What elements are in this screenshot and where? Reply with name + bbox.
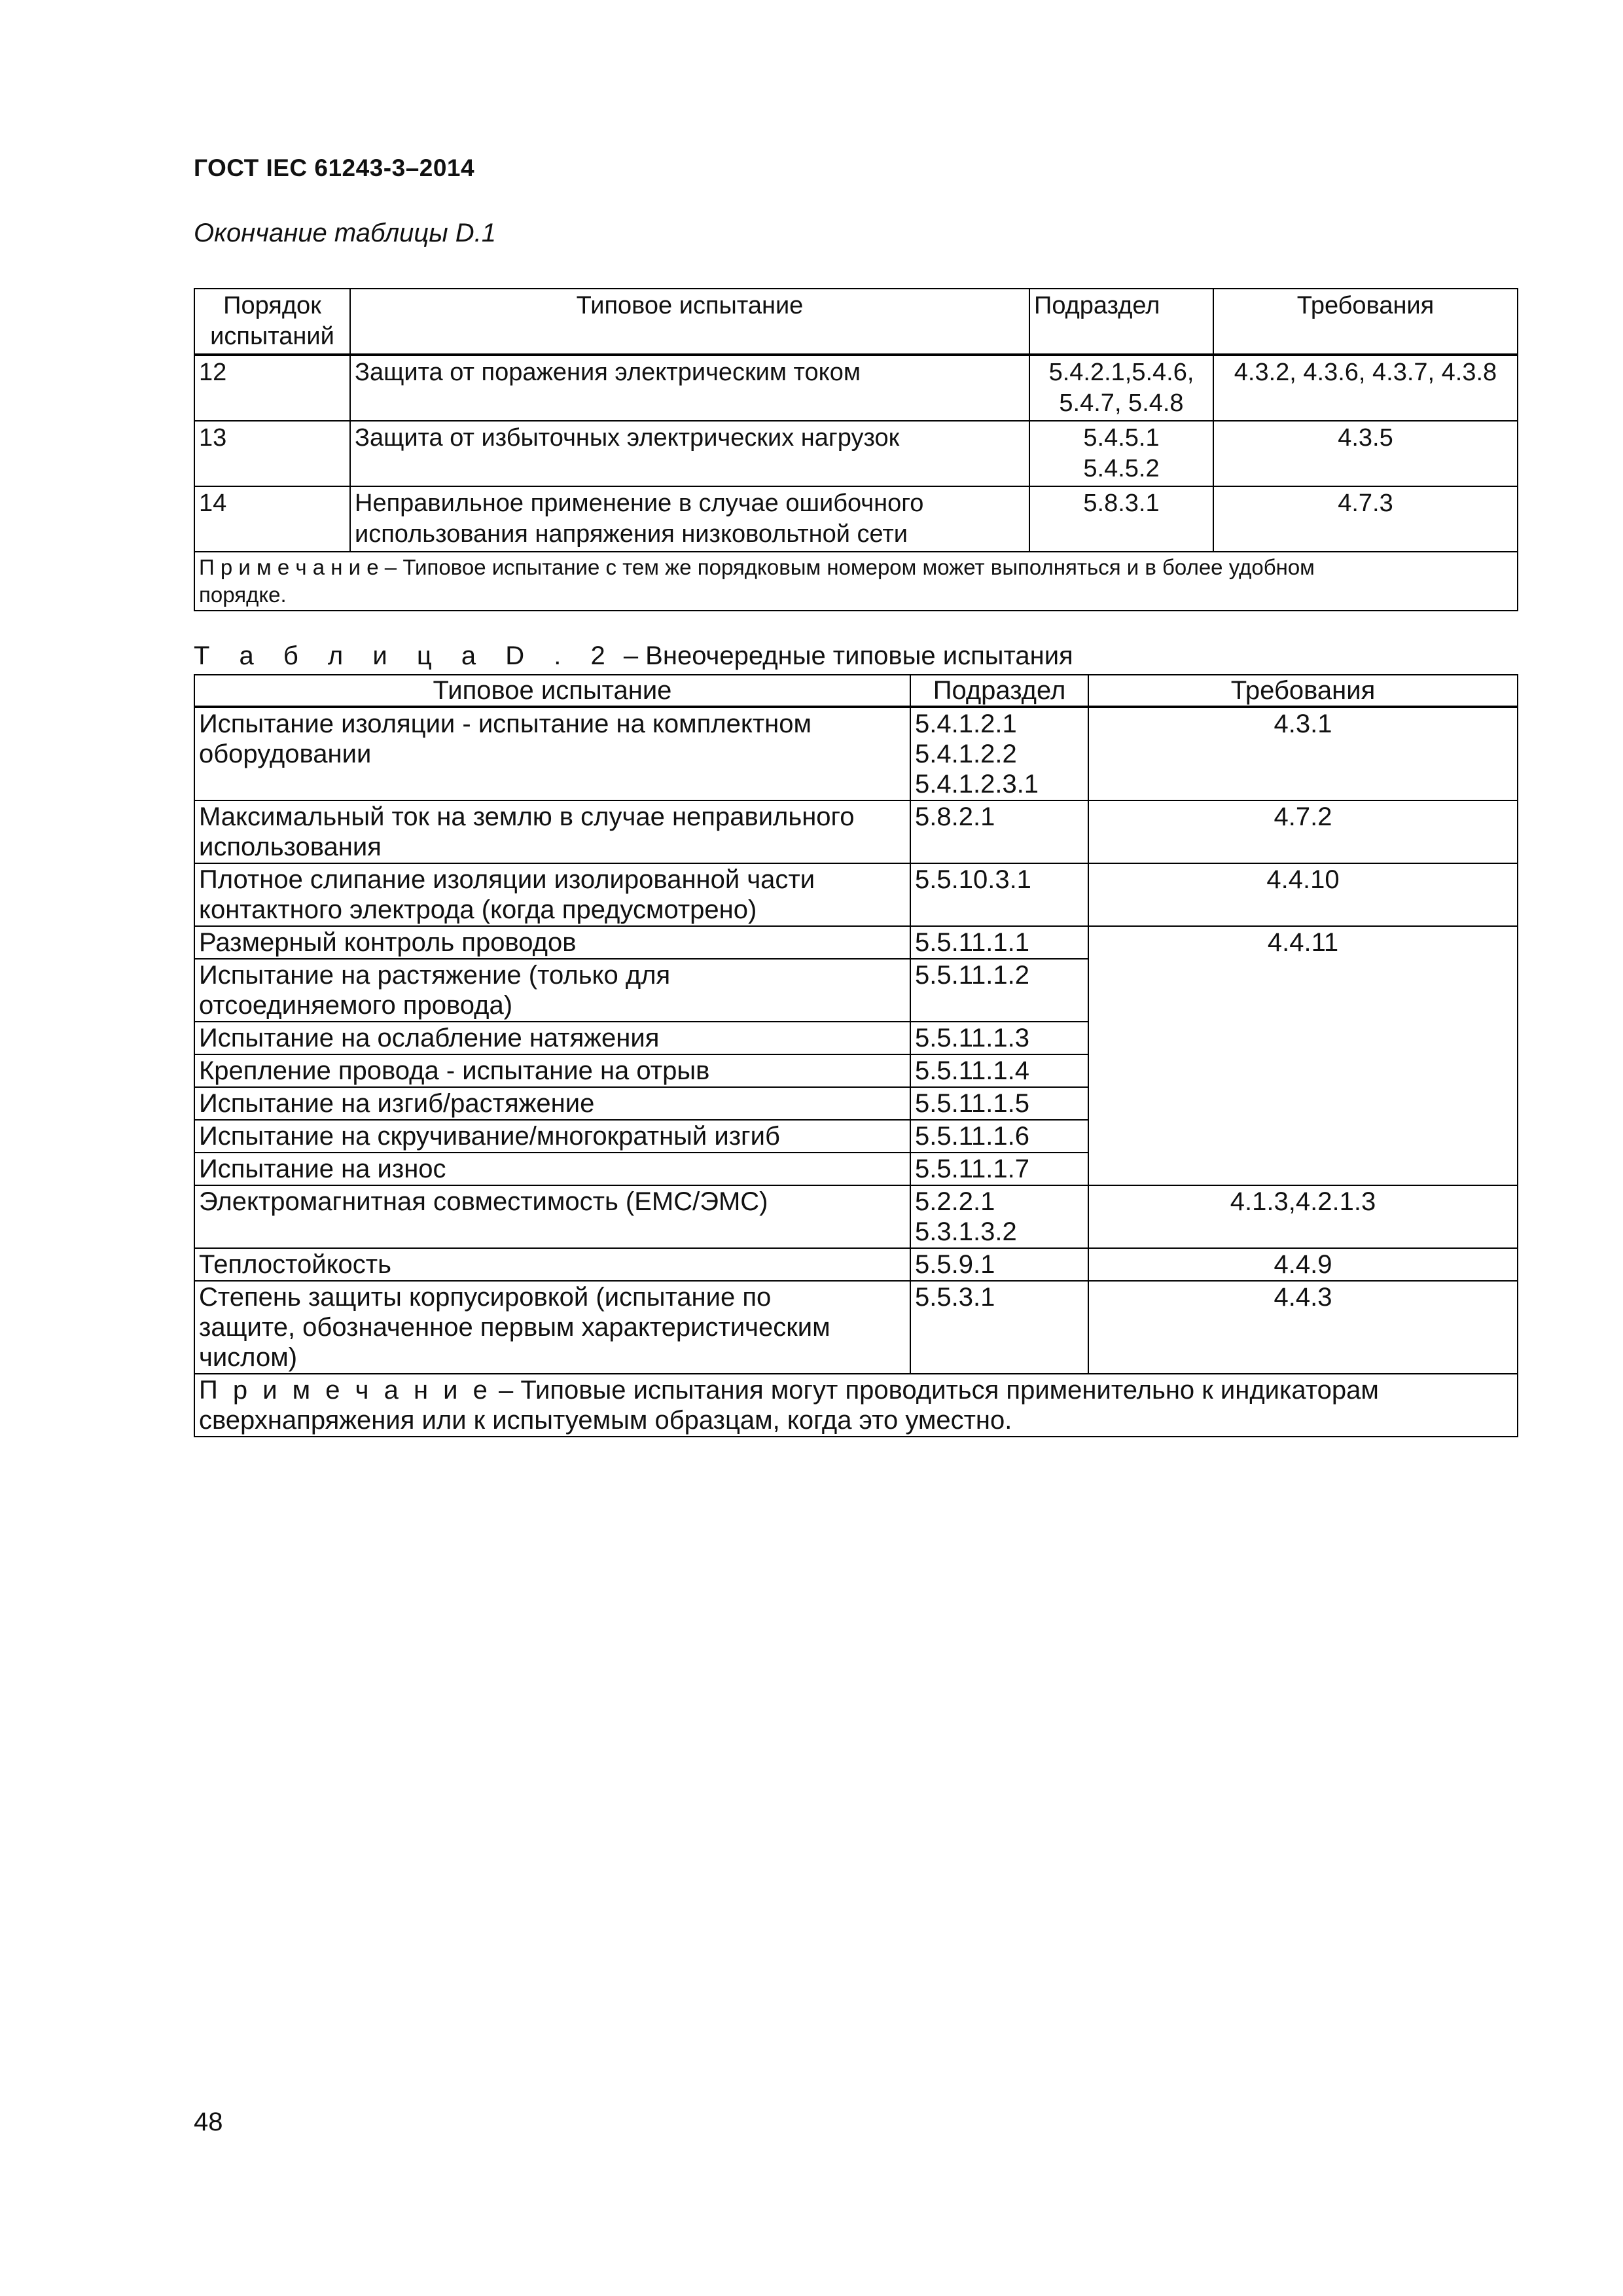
test-cell: Степень защиты корпусировкой (испытание по защите, обозначенное первым характеристическим числом) — [194, 1281, 910, 1374]
subsection-cell: 5.5.11.1.7 — [910, 1153, 1088, 1185]
test-cell: Защита от избыточных электрических нагрузок — [350, 421, 1029, 486]
table-note — [194, 552, 1518, 611]
page-number: 48 — [194, 2108, 223, 2136]
subsection-cell: 5.5.10.3.1 — [910, 863, 1088, 926]
column-header-test: Типовое испытание — [350, 289, 1029, 355]
requirements-cell: 4.3.5 — [1213, 421, 1518, 486]
table-row — [194, 1248, 1518, 1281]
subsection-cell: 5.5.11.1.5 — [910, 1087, 1088, 1120]
requirements-cell: 4.7.2 — [1088, 800, 1518, 863]
order-cell: 14 — [194, 486, 350, 552]
requirements-cell: 4.4.3 — [1088, 1281, 1518, 1374]
table-d2-caption-text: – Внеочередные типовые испытания — [616, 641, 1073, 670]
table-row — [194, 800, 1518, 863]
test-cell: Защита от поражения электрическим током — [350, 355, 1029, 421]
test-cell: Испытание на изгиб/растяжение — [194, 1087, 910, 1120]
table-header-row — [194, 675, 1518, 707]
test-cell: Максимальный ток на землю в случае неправильного использования — [194, 800, 910, 863]
table-d1 — [194, 288, 1518, 611]
table-note — [194, 1374, 1518, 1437]
column-header-test: Типовое испытание — [194, 675, 910, 707]
subsection-cell: 5.5.11.1.3 — [910, 1022, 1088, 1054]
table-row — [194, 421, 1518, 486]
note-text: – Типовое испытание с тем же порядковым номером может выполняться и в более удобном порядке. — [199, 555, 1315, 607]
table-row — [194, 707, 1518, 800]
subsection-cell: 5.5.9.1 — [910, 1248, 1088, 1281]
order-cell: 12 — [194, 355, 350, 421]
subsection-cell: 5.5.11.1.6 — [910, 1120, 1088, 1153]
subsection-cell: 5.8.2.1 — [910, 800, 1088, 863]
table-note-row — [194, 1374, 1518, 1437]
test-cell: Плотное слипание изоляции изолированной части контактного электрода (когда предусмотрено) — [194, 863, 910, 926]
requirements-cell: 4.4.10 — [1088, 863, 1518, 926]
requirements-cell: 4.4.9 — [1088, 1248, 1518, 1281]
test-cell: Электромагнитная совместимость (ЕМС/ЭМС) — [194, 1185, 910, 1248]
order-cell: 13 — [194, 421, 350, 486]
subsection-cell: 5.4.2.1,5.4.6, 5.4.7, 5.4.8 — [1029, 355, 1213, 421]
column-header-subsection: Подраздел — [1029, 289, 1213, 355]
table-d2-caption — [194, 641, 1073, 671]
column-header-order: Порядок испытаний — [194, 289, 350, 355]
test-cell: Испытание на ослабление натяжения — [194, 1022, 910, 1054]
subsection-cell: 5.4.5.1 5.4.5.2 — [1029, 421, 1213, 486]
subsection-cell: 5.5.11.1.1 — [910, 926, 1088, 959]
test-cell: Крепление провода - испытание на отрыв — [194, 1054, 910, 1087]
table-row — [194, 926, 1518, 959]
table-d2 — [194, 674, 1518, 1437]
subsection-cell: 5.2.2.1 5.3.1.3.2 — [910, 1185, 1088, 1248]
test-cell: Неправильное применение в случае ошибочного использования напряжения низковольтной сети — [350, 486, 1029, 552]
column-header-requirements: Требования — [1088, 675, 1518, 707]
table-d1-caption: Окончание таблицы D.1 — [194, 219, 497, 247]
column-header-subsection: Подраздел — [910, 675, 1088, 707]
requirements-cell: 4.4.11 — [1088, 926, 1518, 1185]
table-row — [194, 355, 1518, 421]
requirements-cell: 4.1.3,4.2.1.3 — [1088, 1185, 1518, 1248]
subsection-cell: 5.5.11.1.2 — [910, 959, 1088, 1022]
column-header-requirements: Требования — [1213, 289, 1518, 355]
test-cell: Теплостойкость — [194, 1248, 910, 1281]
note-label: П р и м е ч а н и е — [199, 1376, 491, 1405]
requirements-cell: 4.3.1 — [1088, 707, 1518, 800]
subsection-cell: 5.5.11.1.4 — [910, 1054, 1088, 1087]
test-cell: Испытание изоляции - испытание на комплектном оборудовании — [194, 707, 910, 800]
table-header-row — [194, 289, 1518, 355]
subsection-cell: 5.4.1.2.1 5.4.1.2.2 5.4.1.2.3.1 — [910, 707, 1088, 800]
table-row — [194, 1281, 1518, 1374]
standard-header: ГОСТ IEC 61243-3–2014 — [194, 154, 475, 181]
requirements-cell: 4.7.3 — [1213, 486, 1518, 552]
table-d2-caption-label: Т а б л и ц а D . 2 — [194, 641, 616, 670]
subsection-cell: 5.8.3.1 — [1029, 486, 1213, 552]
table-row — [194, 486, 1518, 552]
table-note-row — [194, 552, 1518, 611]
requirements-cell: 4.3.2, 4.3.6, 4.3.7, 4.3.8 — [1213, 355, 1518, 421]
test-cell: Испытание на износ — [194, 1153, 910, 1185]
table-row — [194, 863, 1518, 926]
test-cell: Испытание на скручивание/многократный изгиб — [194, 1120, 910, 1153]
subsection-cell: 5.5.3.1 — [910, 1281, 1088, 1374]
note-text: – Типовые испытания могут проводиться применительно к индикаторам сверхнапряжения или к испытуемым образцам, когда это уместно. — [199, 1376, 1379, 1435]
note-label: П р и м е ч а н и е — [199, 555, 379, 579]
table-row — [194, 1185, 1518, 1248]
test-cell: Размерный контроль проводов — [194, 926, 910, 959]
test-cell: Испытание на растяжение (только для отсоединяемого провода) — [194, 959, 910, 1022]
